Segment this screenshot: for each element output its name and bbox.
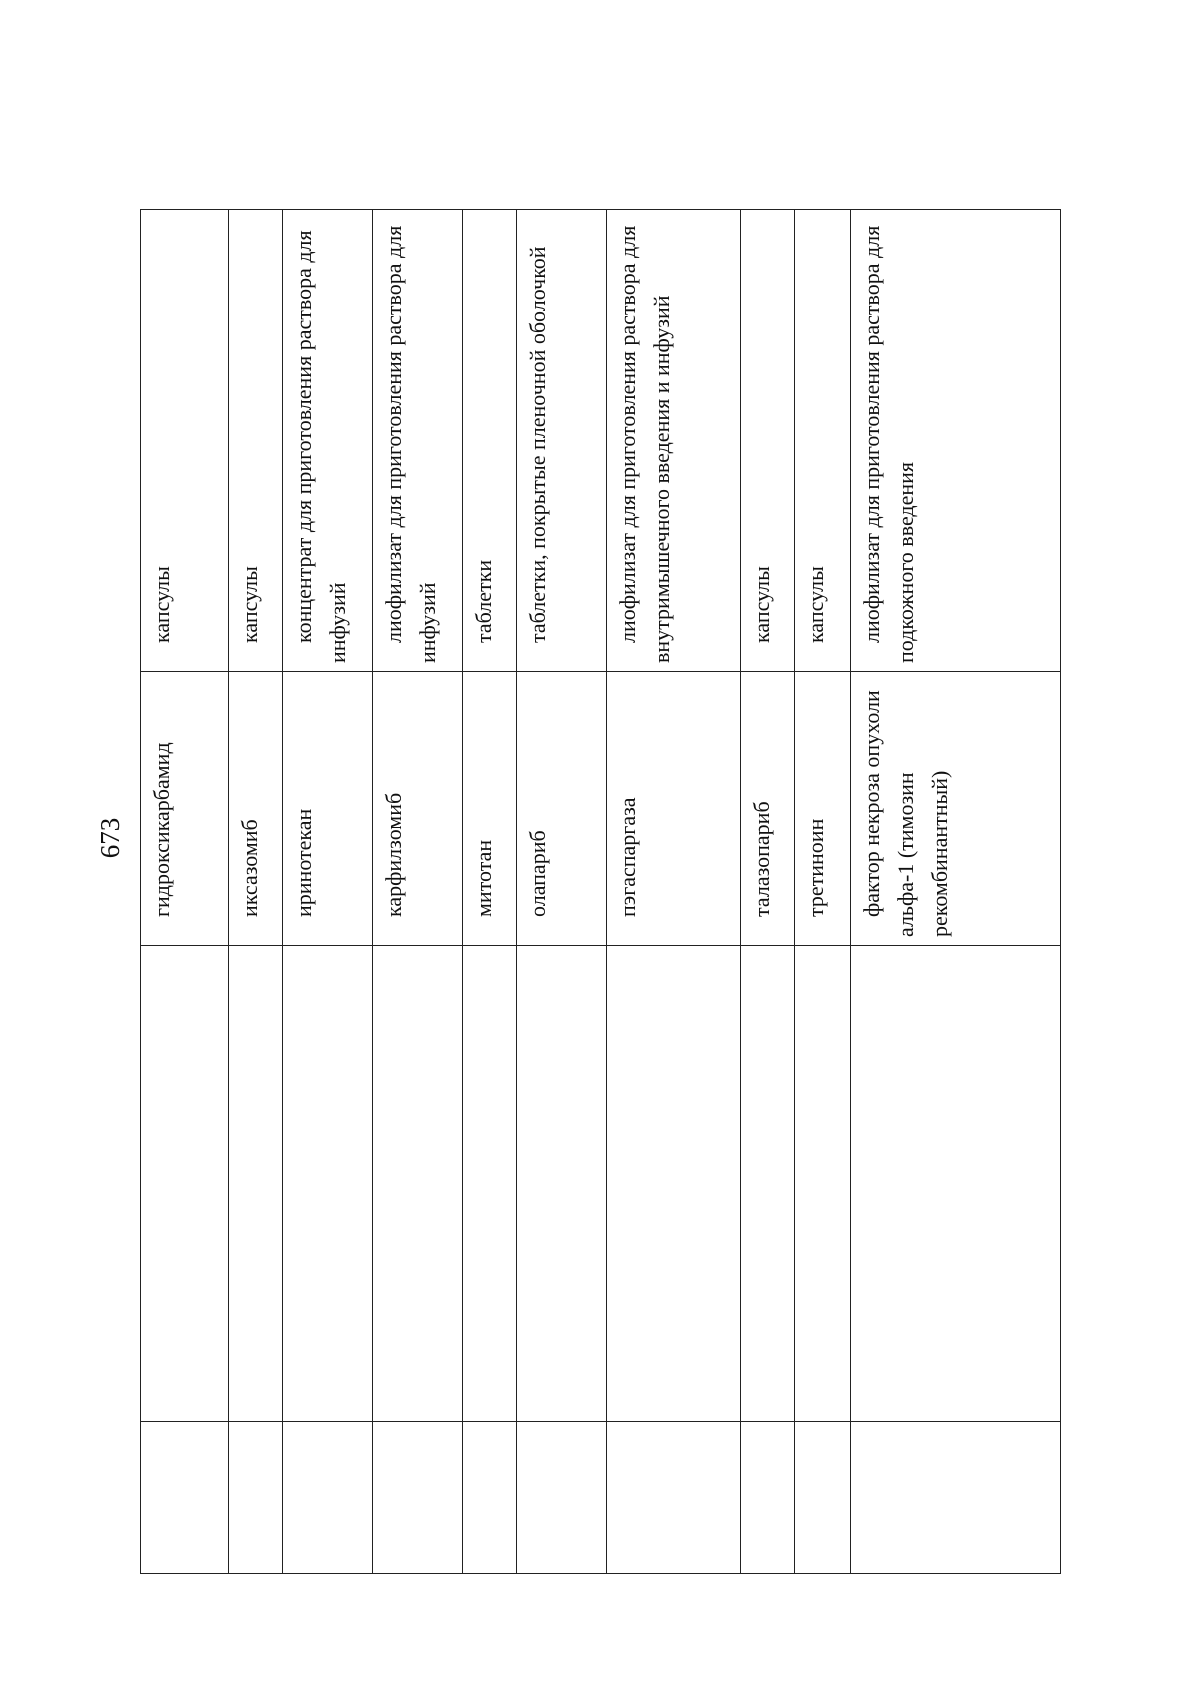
- drug-name-cell: иринотекан: [283, 672, 373, 946]
- atc-code-cell: [607, 1422, 741, 1574]
- medicines-table: [140, 209, 1061, 1574]
- group-cell: [463, 946, 517, 1422]
- dosage-form-cell: концентрат для приготовления раствора для инфузий: [283, 210, 373, 672]
- group-cell: [851, 946, 1061, 1422]
- table-row: [463, 210, 517, 1574]
- dosage-form-cell: лиофилизат для приготовления раствора для инфузий: [373, 210, 463, 672]
- group-cell: [373, 946, 463, 1422]
- atc-code-cell: [741, 1422, 795, 1574]
- group-cell: [229, 946, 283, 1422]
- group-cell: [141, 946, 229, 1422]
- dosage-form-cell: капсулы: [229, 210, 283, 672]
- table-row: [373, 210, 463, 1574]
- dosage-form-cell: капсулы: [795, 210, 851, 672]
- atc-code-cell: [795, 1422, 851, 1574]
- group-cell: [607, 946, 741, 1422]
- drug-name-cell: олапариб: [517, 672, 607, 946]
- dosage-form-cell: таблетки, покрытые пленочной оболочкой: [517, 210, 607, 672]
- group-cell: [517, 946, 607, 1422]
- table-row: [607, 210, 741, 1574]
- atc-code-cell: [851, 1422, 1061, 1574]
- dosage-form-cell: капсулы: [141, 210, 229, 672]
- dosage-form-cell: лиофилизат для приготовления раствора для подкожного введения: [851, 210, 1061, 672]
- atc-code-cell: [141, 1422, 229, 1574]
- drug-name-cell: карфилзомиб: [373, 672, 463, 946]
- table-row: [795, 210, 851, 1574]
- group-cell: [741, 946, 795, 1422]
- atc-code-cell: [517, 1422, 607, 1574]
- atc-code-cell: [229, 1422, 283, 1574]
- drug-name-cell: митотан: [463, 672, 517, 946]
- page-number: 673: [95, 817, 125, 859]
- drug-name-cell: пэгаспаргаза: [607, 672, 741, 946]
- table-row: [229, 210, 283, 1574]
- table-row: [141, 210, 229, 1574]
- atc-code-cell: [283, 1422, 373, 1574]
- group-cell: [795, 946, 851, 1422]
- drug-name-cell: гидроксикарбамид: [141, 672, 229, 946]
- table-row: [517, 210, 607, 1574]
- table-row: [741, 210, 795, 1574]
- atc-code-cell: [463, 1422, 517, 1574]
- drug-name-cell: талазопариб: [741, 672, 795, 946]
- drug-name-cell: третиноин: [795, 672, 851, 946]
- dosage-form-cell: капсулы: [741, 210, 795, 672]
- drug-name-cell: фактор некроза опухоли альфа-1 (тимозин рекомбинантный): [851, 672, 1061, 946]
- table-row: [283, 210, 373, 1574]
- rotated-table-container: [140, 210, 1060, 1574]
- atc-code-cell: [373, 1422, 463, 1574]
- table-row: [851, 210, 1061, 1574]
- group-cell: [283, 946, 373, 1422]
- dosage-form-cell: лиофилизат для приготовления раствора для внутримышечного введения и инфузий: [607, 210, 741, 672]
- drug-name-cell: иксазомиб: [229, 672, 283, 946]
- dosage-form-cell: таблетки: [463, 210, 517, 672]
